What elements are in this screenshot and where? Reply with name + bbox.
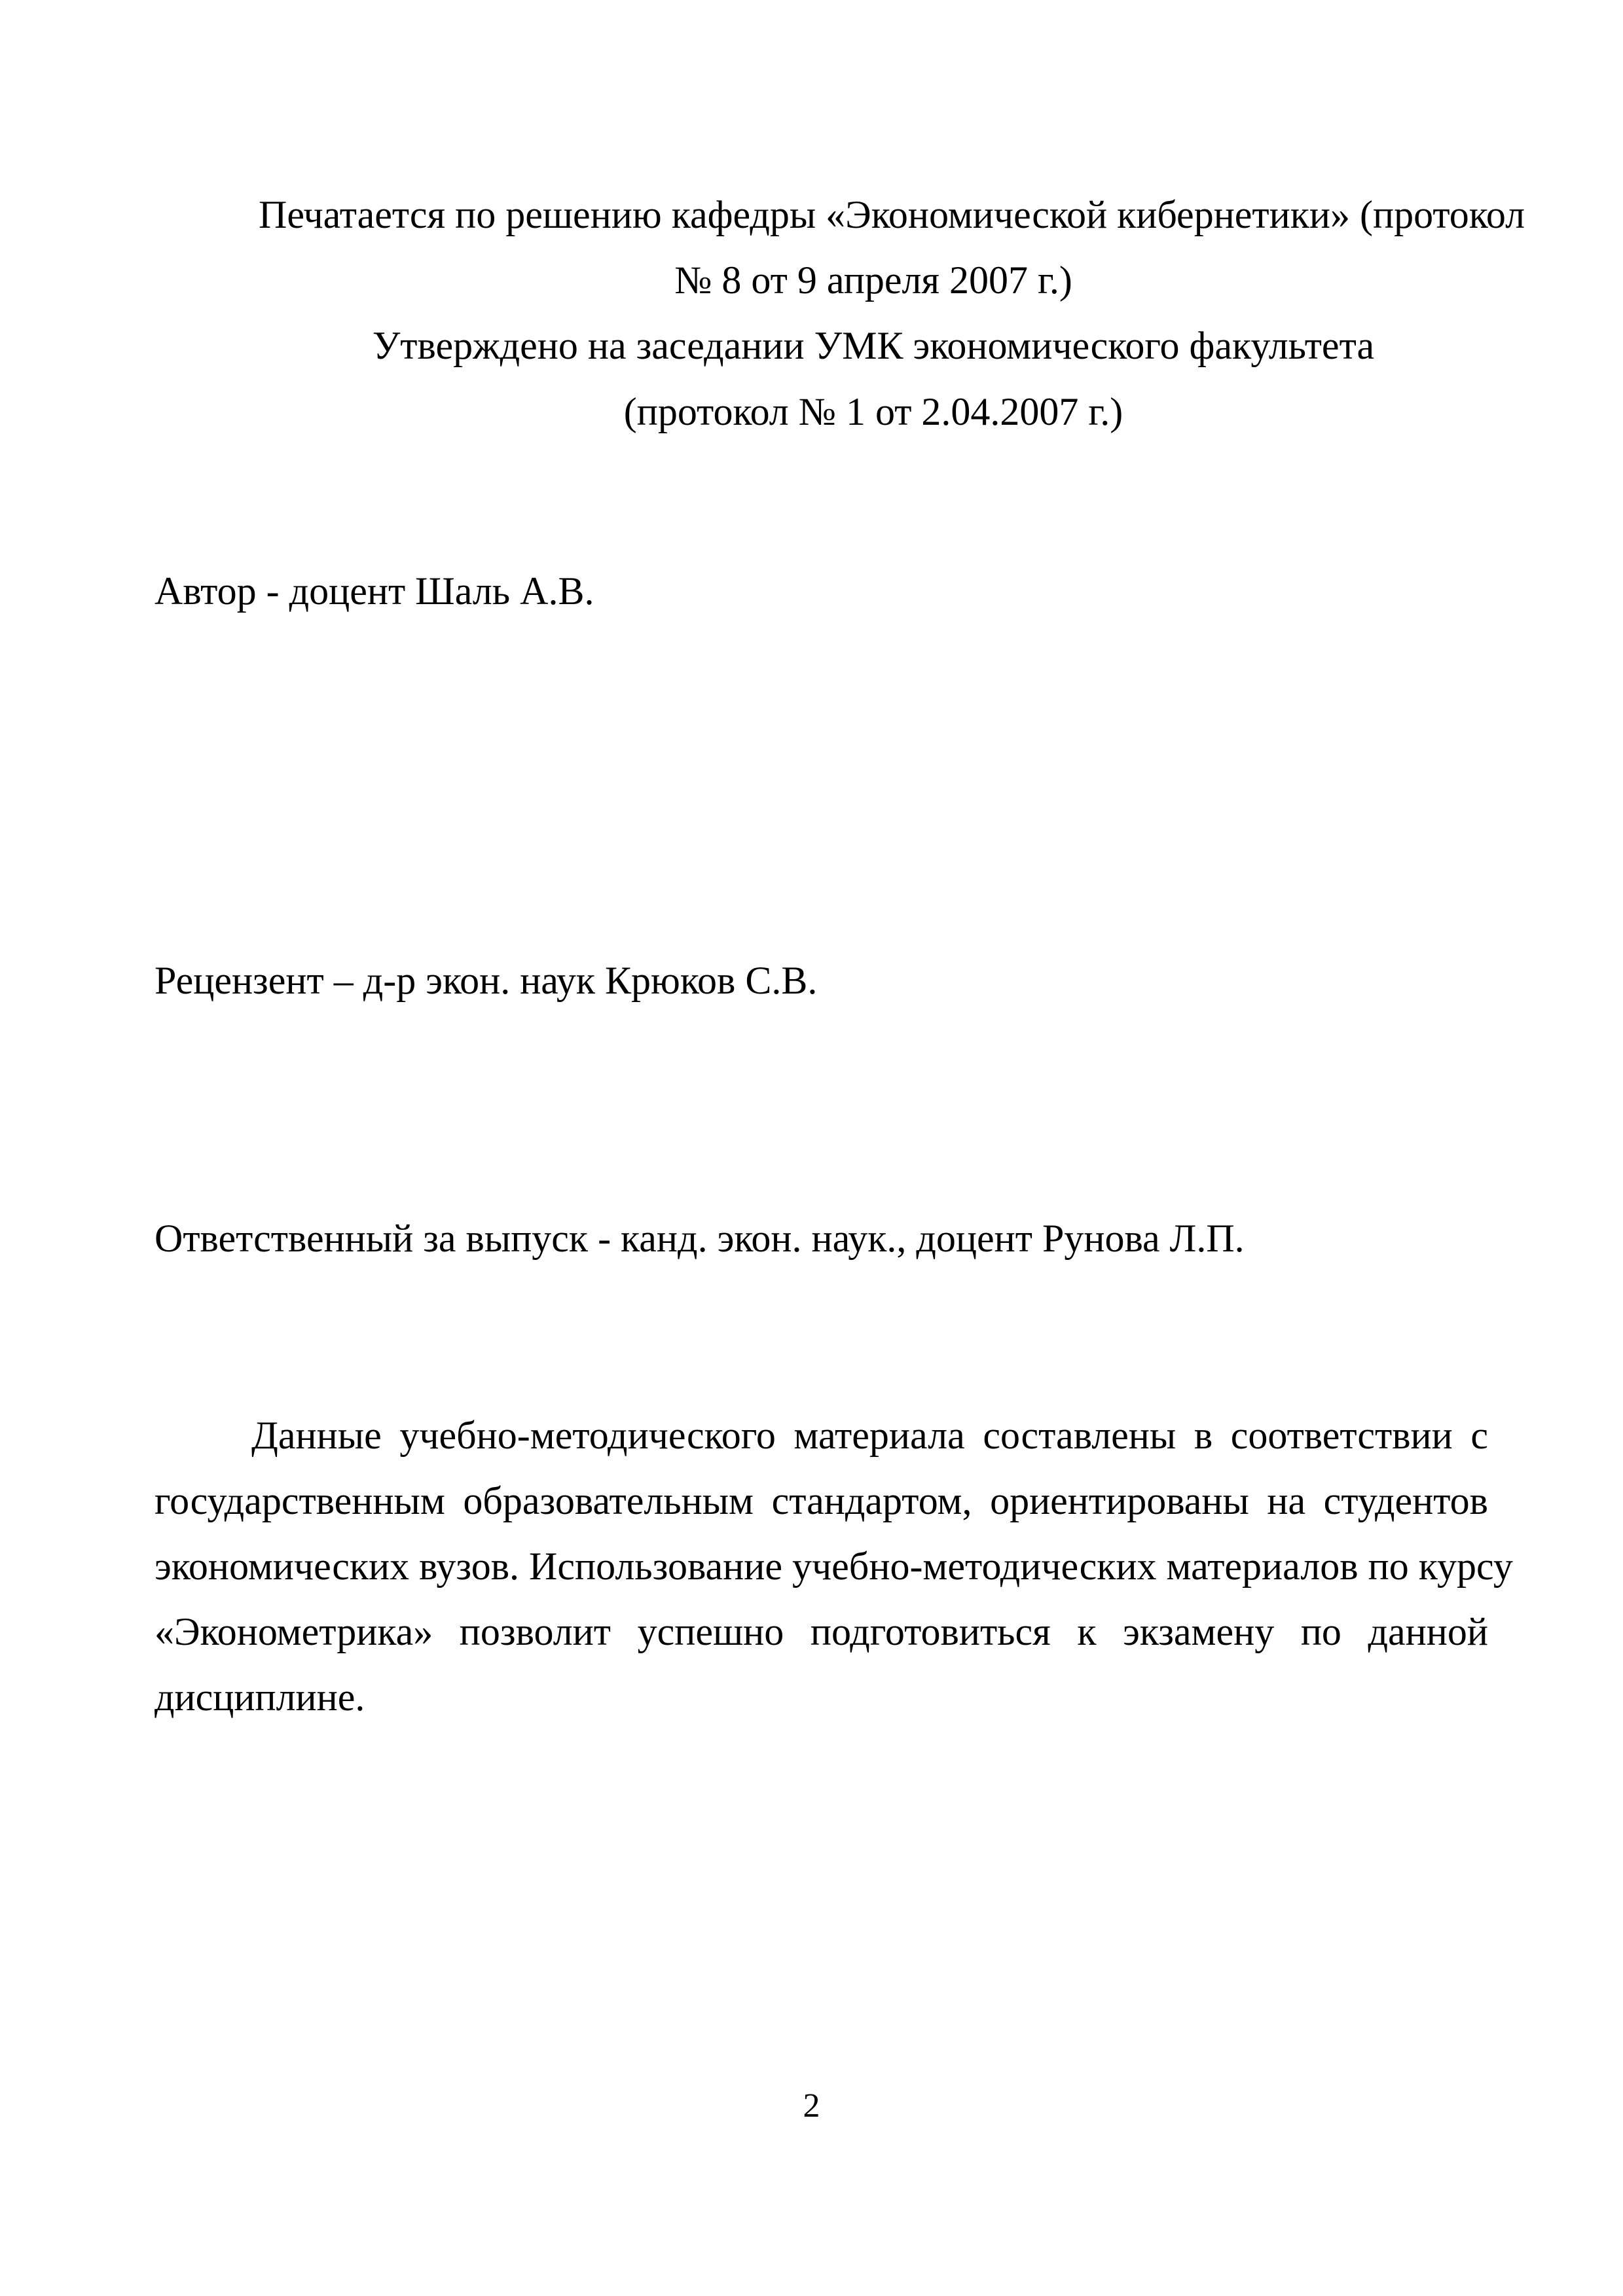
header-line-2: № 8 от 9 апреля 2007 г.) [674,259,1072,302]
page-number: 2 [803,2087,820,2125]
description-line-5: дисциплине. [155,1676,365,1719]
description-line-2: государственным образовательным стандартом, ориентированы на студентов [155,1479,1488,1522]
author-line: Автор - доцент Шаль А.В. [155,569,594,613]
description-line-3: экономических вузов. Использование учебно-методических материалов по курсу [155,1545,1513,1588]
header-line-3: Утверждено на заседании УМК экономического факультета [372,324,1375,367]
header-line-4: (протокол № 1 от 2.04.2007 г.) [623,390,1123,433]
description-line-1: Данные учебно-методического материала составлены в соответствии с [251,1414,1488,1457]
responsible-line: Ответственный за выпуск - канд. экон. наук., доцент Рунова Л.П. [155,1217,1245,1260]
header-line-1: Печатается по решению кафедры «Экономической кибернетики» (протокол [259,193,1525,236]
description-line-4: «Эконометрика» позволит успешно подготовиться к экзамену по данной [155,1610,1488,1653]
reviewer-line: Рецензент – д-р экон. наук Крюков С.В. [155,959,818,1002]
